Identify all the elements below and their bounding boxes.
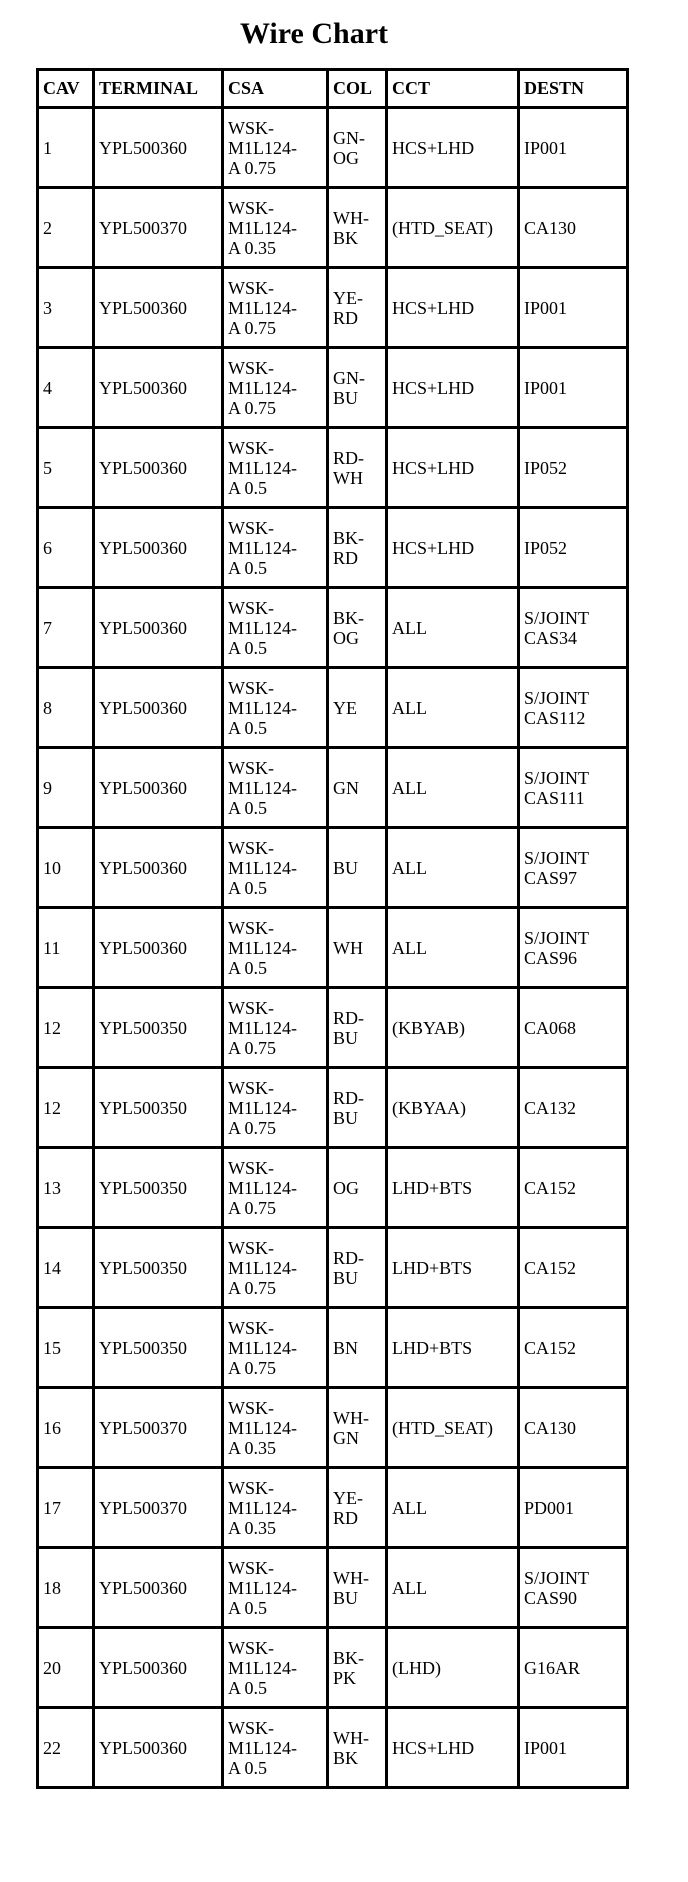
- destn-cell: [519, 108, 628, 188]
- col-cell-line: RD-: [333, 447, 364, 468]
- col-cell: [328, 508, 387, 588]
- cct-cell: HCS+LHD: [387, 268, 519, 348]
- destn-cell: [519, 988, 628, 1068]
- wire-chart-table: [36, 68, 629, 1789]
- cav-cell: 7: [38, 588, 94, 668]
- terminal-cell: YPL500360: [94, 108, 223, 188]
- terminal-cell: YPL500370: [94, 1468, 223, 1548]
- table-row: [38, 1148, 628, 1228]
- csa-cell-line: A 0.35: [228, 1517, 277, 1538]
- table-row: [38, 1548, 628, 1628]
- csa-cell-line: WSK-: [228, 837, 274, 858]
- destn-cell-line: S/JOINT: [524, 607, 590, 628]
- col-cell-line: BK: [333, 1747, 359, 1768]
- col-cell-line: WH-: [333, 207, 369, 228]
- terminal-cell: YPL500360: [94, 348, 223, 428]
- col-cell: [328, 668, 387, 748]
- csa-cell-line: WSK-: [228, 1717, 274, 1738]
- destn-cell: [519, 1628, 628, 1708]
- table-row: [38, 1628, 628, 1708]
- col-cell: [328, 1708, 387, 1788]
- csa-cell: [223, 908, 328, 988]
- col-cell: [328, 588, 387, 668]
- col-cell-line: PK: [333, 1667, 357, 1688]
- table-row: [38, 1388, 628, 1468]
- table-row: [38, 268, 628, 348]
- cav-cell: 1: [38, 108, 94, 188]
- csa-cell: [223, 988, 328, 1068]
- csa-cell-line: WSK-: [228, 1557, 274, 1578]
- csa-cell: [223, 1628, 328, 1708]
- col-cell-line: BU: [333, 857, 359, 878]
- csa-cell-line: M1L124-: [228, 1337, 297, 1358]
- col-cell-line: BK: [333, 227, 359, 248]
- col-cell-line: GN-: [333, 367, 365, 388]
- col-cell-line: RD: [333, 307, 359, 328]
- col-cell-line: YE-: [333, 1487, 363, 1508]
- csa-cell: [223, 188, 328, 268]
- destn-cell: [519, 748, 628, 828]
- terminal-cell: YPL500350: [94, 1228, 223, 1308]
- cav-cell: 13: [38, 1148, 94, 1228]
- header-cav: CAV: [38, 70, 94, 108]
- csa-cell: [223, 748, 328, 828]
- destn-cell-line: PD001: [524, 1497, 575, 1518]
- csa-cell: [223, 1548, 328, 1628]
- destn-cell: [519, 1148, 628, 1228]
- destn-cell: [519, 908, 628, 988]
- cav-cell: 2: [38, 188, 94, 268]
- csa-cell-line: WSK-: [228, 1477, 274, 1498]
- csa-cell-line: A 0.5: [228, 477, 268, 498]
- terminal-cell: YPL500370: [94, 1388, 223, 1468]
- csa-cell: [223, 1468, 328, 1548]
- csa-cell-line: M1L124-: [228, 697, 297, 718]
- csa-cell-line: A 0.35: [228, 1437, 277, 1458]
- csa-cell-line: M1L124-: [228, 937, 297, 958]
- col-cell-line: RD: [333, 1507, 359, 1528]
- table-row: [38, 588, 628, 668]
- col-cell-line: BU: [333, 1027, 359, 1048]
- table-row: [38, 748, 628, 828]
- terminal-cell: YPL500370: [94, 188, 223, 268]
- csa-cell-line: M1L124-: [228, 617, 297, 638]
- csa-cell-line: WSK-: [228, 997, 274, 1018]
- csa-cell-line: WSK-: [228, 757, 274, 778]
- destn-cell: [519, 828, 628, 908]
- col-cell: [328, 348, 387, 428]
- csa-cell-line: WSK-: [228, 1317, 274, 1338]
- destn-cell: [519, 1308, 628, 1388]
- cct-cell: (KBYAA): [387, 1068, 519, 1148]
- csa-cell-line: M1L124-: [228, 1097, 297, 1118]
- destn-cell-line: CA130: [524, 1417, 577, 1438]
- terminal-cell: YPL500360: [94, 908, 223, 988]
- cav-cell: 22: [38, 1708, 94, 1788]
- destn-cell-line: G16AR: [524, 1657, 581, 1678]
- col-cell-line: GN: [333, 777, 359, 798]
- csa-cell-line: WSK-: [228, 277, 274, 298]
- csa-cell-line: A 0.5: [228, 1757, 268, 1778]
- destn-cell-line: CAS111: [524, 787, 585, 808]
- destn-cell-line: CAS112: [524, 707, 586, 728]
- destn-cell: [519, 428, 628, 508]
- col-cell-line: WH-: [333, 1727, 369, 1748]
- cav-cell: 8: [38, 668, 94, 748]
- csa-cell-line: WSK-: [228, 1077, 274, 1098]
- csa-cell-line: WSK-: [228, 517, 274, 538]
- csa-cell: [223, 1308, 328, 1388]
- csa-cell-line: M1L124-: [228, 1257, 297, 1278]
- table-row: [38, 1708, 628, 1788]
- cav-cell: 3: [38, 268, 94, 348]
- col-cell-line: BU: [333, 1587, 359, 1608]
- csa-cell-line: WSK-: [228, 197, 274, 218]
- col-cell-line: BN: [333, 1337, 359, 1358]
- col-cell: [328, 188, 387, 268]
- table-row: [38, 828, 628, 908]
- destn-cell-line: CAS34: [524, 627, 578, 648]
- destn-cell-line: S/JOINT: [524, 687, 590, 708]
- csa-cell-line: WSK-: [228, 1157, 274, 1178]
- terminal-cell: YPL500350: [94, 1148, 223, 1228]
- terminal-cell: YPL500360: [94, 1708, 223, 1788]
- csa-cell-line: M1L124-: [228, 1017, 297, 1038]
- destn-cell-line: S/JOINT: [524, 847, 590, 868]
- cct-cell: LHD+BTS: [387, 1308, 519, 1388]
- col-cell-line: RD-: [333, 1247, 364, 1268]
- cav-cell: 15: [38, 1308, 94, 1388]
- csa-cell: [223, 588, 328, 668]
- destn-cell-line: IP001: [524, 297, 568, 318]
- csa-cell-line: A 0.5: [228, 557, 268, 578]
- csa-cell: [223, 1068, 328, 1148]
- table-row: [38, 1468, 628, 1548]
- table-body: [38, 108, 628, 1788]
- terminal-cell: YPL500350: [94, 1068, 223, 1148]
- col-cell-line: BU: [333, 1267, 359, 1288]
- terminal-cell: YPL500350: [94, 988, 223, 1068]
- table-row: [38, 108, 628, 188]
- csa-cell-line: WSK-: [228, 1397, 274, 1418]
- col-cell: [328, 1628, 387, 1708]
- cct-cell: ALL: [387, 1468, 519, 1548]
- col-cell: [328, 1148, 387, 1228]
- csa-cell-line: A 0.75: [228, 157, 277, 178]
- destn-cell: [519, 1388, 628, 1468]
- csa-cell-line: WSK-: [228, 677, 274, 698]
- csa-cell-line: A 0.5: [228, 957, 268, 978]
- cct-cell: HCS+LHD: [387, 348, 519, 428]
- csa-cell-line: M1L124-: [228, 777, 297, 798]
- destn-cell-line: CA068: [524, 1017, 577, 1038]
- cct-cell: ALL: [387, 1548, 519, 1628]
- destn-cell: [519, 188, 628, 268]
- csa-cell-line: A 0.5: [228, 717, 268, 738]
- csa-cell-line: M1L124-: [228, 297, 297, 318]
- csa-cell-line: M1L124-: [228, 857, 297, 878]
- table-row: [38, 1308, 628, 1388]
- cct-cell: (KBYAB): [387, 988, 519, 1068]
- col-cell: [328, 1548, 387, 1628]
- col-cell: [328, 1228, 387, 1308]
- table-row: [38, 988, 628, 1068]
- terminal-cell: YPL500360: [94, 828, 223, 908]
- cct-cell: HCS+LHD: [387, 1708, 519, 1788]
- destn-cell: [519, 588, 628, 668]
- header-terminal: TERMINAL: [94, 70, 223, 108]
- col-cell-line: OG: [333, 627, 359, 648]
- destn-cell-line: CA152: [524, 1177, 577, 1198]
- destn-cell-line: IP001: [524, 1737, 568, 1758]
- col-cell: [328, 988, 387, 1068]
- table-row: [38, 428, 628, 508]
- csa-cell-line: A 0.75: [228, 1117, 277, 1138]
- destn-cell: [519, 1548, 628, 1628]
- cav-cell: 10: [38, 828, 94, 908]
- destn-cell-line: S/JOINT: [524, 927, 590, 948]
- csa-cell: [223, 1708, 328, 1788]
- destn-cell: [519, 508, 628, 588]
- col-cell-line: WH-: [333, 1407, 369, 1428]
- csa-cell-line: A 0.75: [228, 317, 277, 338]
- csa-cell-line: M1L124-: [228, 457, 297, 478]
- csa-cell-line: A 0.5: [228, 1677, 268, 1698]
- csa-cell-line: WSK-: [228, 597, 274, 618]
- col-cell-line: RD-: [333, 1007, 364, 1028]
- csa-cell-line: WSK-: [228, 437, 274, 458]
- csa-cell: [223, 268, 328, 348]
- destn-cell-line: CAS96: [524, 947, 578, 968]
- destn-cell-line: CAS90: [524, 1587, 578, 1608]
- cav-cell: 11: [38, 908, 94, 988]
- col-cell-line: BK-: [333, 527, 364, 548]
- cav-cell: 6: [38, 508, 94, 588]
- header-destn: DESTN: [519, 70, 628, 108]
- col-cell-line: WH: [333, 937, 363, 958]
- cct-cell: (HTD_SEAT): [387, 188, 519, 268]
- col-cell: [328, 1468, 387, 1548]
- csa-cell-line: M1L124-: [228, 537, 297, 558]
- destn-cell-line: CA132: [524, 1097, 577, 1118]
- csa-cell-line: A 0.5: [228, 637, 268, 658]
- csa-cell: [223, 1228, 328, 1308]
- col-cell-line: BU: [333, 387, 359, 408]
- col-cell-line: GN: [333, 1427, 359, 1448]
- col-cell-line: WH: [333, 467, 363, 488]
- destn-cell-line: CAS97: [524, 867, 578, 888]
- csa-cell-line: A 0.75: [228, 397, 277, 418]
- col-cell-line: RD: [333, 547, 359, 568]
- cav-cell: 4: [38, 348, 94, 428]
- destn-cell-line: S/JOINT: [524, 1567, 590, 1588]
- csa-cell: [223, 428, 328, 508]
- destn-cell-line: S/JOINT: [524, 767, 590, 788]
- table-row: [38, 1228, 628, 1308]
- col-cell-line: YE-: [333, 287, 363, 308]
- destn-cell: [519, 1228, 628, 1308]
- destn-cell: [519, 348, 628, 428]
- cct-cell: ALL: [387, 748, 519, 828]
- table-row: [38, 668, 628, 748]
- cav-cell: 20: [38, 1628, 94, 1708]
- table-row: [38, 348, 628, 428]
- csa-cell-line: M1L124-: [228, 1577, 297, 1598]
- destn-cell-line: IP052: [524, 537, 568, 558]
- col-cell: [328, 748, 387, 828]
- terminal-cell: YPL500360: [94, 1548, 223, 1628]
- terminal-cell: YPL500350: [94, 1308, 223, 1388]
- table-row: [38, 1068, 628, 1148]
- csa-cell-line: M1L124-: [228, 1497, 297, 1518]
- csa-cell-line: A 0.5: [228, 797, 268, 818]
- destn-cell-line: IP001: [524, 377, 568, 398]
- cct-cell: (HTD_SEAT): [387, 1388, 519, 1468]
- csa-cell-line: M1L124-: [228, 217, 297, 238]
- terminal-cell: YPL500360: [94, 508, 223, 588]
- csa-cell: [223, 668, 328, 748]
- cct-cell: HCS+LHD: [387, 508, 519, 588]
- header-row: [38, 70, 628, 108]
- csa-cell-line: M1L124-: [228, 377, 297, 398]
- cav-cell: 5: [38, 428, 94, 508]
- col-cell-line: GN-: [333, 127, 365, 148]
- col-cell: [328, 428, 387, 508]
- csa-cell-line: M1L124-: [228, 1737, 297, 1758]
- csa-cell-line: A 0.5: [228, 877, 268, 898]
- cav-cell: 17: [38, 1468, 94, 1548]
- csa-cell-line: A 0.75: [228, 1197, 277, 1218]
- cct-cell: ALL: [387, 828, 519, 908]
- cct-cell: LHD+BTS: [387, 1148, 519, 1228]
- col-cell-line: BK-: [333, 1647, 364, 1668]
- col-cell: [328, 1308, 387, 1388]
- cav-cell: 12: [38, 1068, 94, 1148]
- csa-cell-line: A 0.5: [228, 1597, 268, 1618]
- terminal-cell: YPL500360: [94, 588, 223, 668]
- cct-cell: ALL: [387, 668, 519, 748]
- csa-cell-line: A 0.75: [228, 1357, 277, 1378]
- cct-cell: ALL: [387, 588, 519, 668]
- col-cell-line: BU: [333, 1107, 359, 1128]
- destn-cell: [519, 1468, 628, 1548]
- destn-cell-line: CA152: [524, 1337, 577, 1358]
- csa-cell-line: A 0.35: [228, 237, 277, 258]
- destn-cell: [519, 668, 628, 748]
- terminal-cell: YPL500360: [94, 668, 223, 748]
- terminal-cell: YPL500360: [94, 268, 223, 348]
- cct-cell: (LHD): [387, 1628, 519, 1708]
- csa-cell-line: WSK-: [228, 1237, 274, 1258]
- header-cct: CCT: [387, 70, 519, 108]
- cct-cell: HCS+LHD: [387, 108, 519, 188]
- header-csa: CSA: [223, 70, 328, 108]
- csa-cell-line: M1L124-: [228, 1417, 297, 1438]
- terminal-cell: YPL500360: [94, 748, 223, 828]
- cct-cell: HCS+LHD: [387, 428, 519, 508]
- cav-cell: 14: [38, 1228, 94, 1308]
- col-cell: [328, 828, 387, 908]
- col-cell-line: OG: [333, 147, 359, 168]
- destn-cell: [519, 1708, 628, 1788]
- cct-cell: ALL: [387, 908, 519, 988]
- col-cell: [328, 1068, 387, 1148]
- header-col: COL: [328, 70, 387, 108]
- csa-cell-line: WSK-: [228, 117, 274, 138]
- csa-cell-line: M1L124-: [228, 137, 297, 158]
- csa-cell-line: WSK-: [228, 1637, 274, 1658]
- csa-cell: [223, 508, 328, 588]
- cav-cell: 12: [38, 988, 94, 1068]
- col-cell-line: WH-: [333, 1567, 369, 1588]
- cav-cell: 18: [38, 1548, 94, 1628]
- csa-cell-line: A 0.75: [228, 1037, 277, 1058]
- col-cell: [328, 108, 387, 188]
- table-row: [38, 908, 628, 988]
- cav-cell: 9: [38, 748, 94, 828]
- table-row: [38, 508, 628, 588]
- csa-cell-line: A 0.75: [228, 1277, 277, 1298]
- csa-cell-line: WSK-: [228, 917, 274, 938]
- col-cell-line: BK-: [333, 607, 364, 628]
- csa-cell: [223, 1388, 328, 1468]
- destn-cell: [519, 1068, 628, 1148]
- csa-cell-line: M1L124-: [228, 1177, 297, 1198]
- csa-cell: [223, 828, 328, 908]
- cct-cell: LHD+BTS: [387, 1228, 519, 1308]
- destn-cell: [519, 268, 628, 348]
- csa-cell: [223, 348, 328, 428]
- table-header: [38, 70, 628, 108]
- destn-cell-line: CA130: [524, 217, 577, 238]
- col-cell-line: OG: [333, 1177, 359, 1198]
- col-cell: [328, 268, 387, 348]
- col-cell-line: YE: [333, 697, 357, 718]
- col-cell: [328, 1388, 387, 1468]
- csa-cell-line: WSK-: [228, 357, 274, 378]
- csa-cell: [223, 108, 328, 188]
- col-cell-line: RD-: [333, 1087, 364, 1108]
- destn-cell-line: CA152: [524, 1257, 577, 1278]
- csa-cell: [223, 1148, 328, 1228]
- table-row: [38, 188, 628, 268]
- cav-cell: 16: [38, 1388, 94, 1468]
- destn-cell-line: IP052: [524, 457, 568, 478]
- terminal-cell: YPL500360: [94, 1628, 223, 1708]
- destn-cell-line: IP001: [524, 137, 568, 158]
- csa-cell-line: M1L124-: [228, 1657, 297, 1678]
- page-title: Wire Chart: [239, 17, 389, 50]
- col-cell: [328, 908, 387, 988]
- terminal-cell: YPL500360: [94, 428, 223, 508]
